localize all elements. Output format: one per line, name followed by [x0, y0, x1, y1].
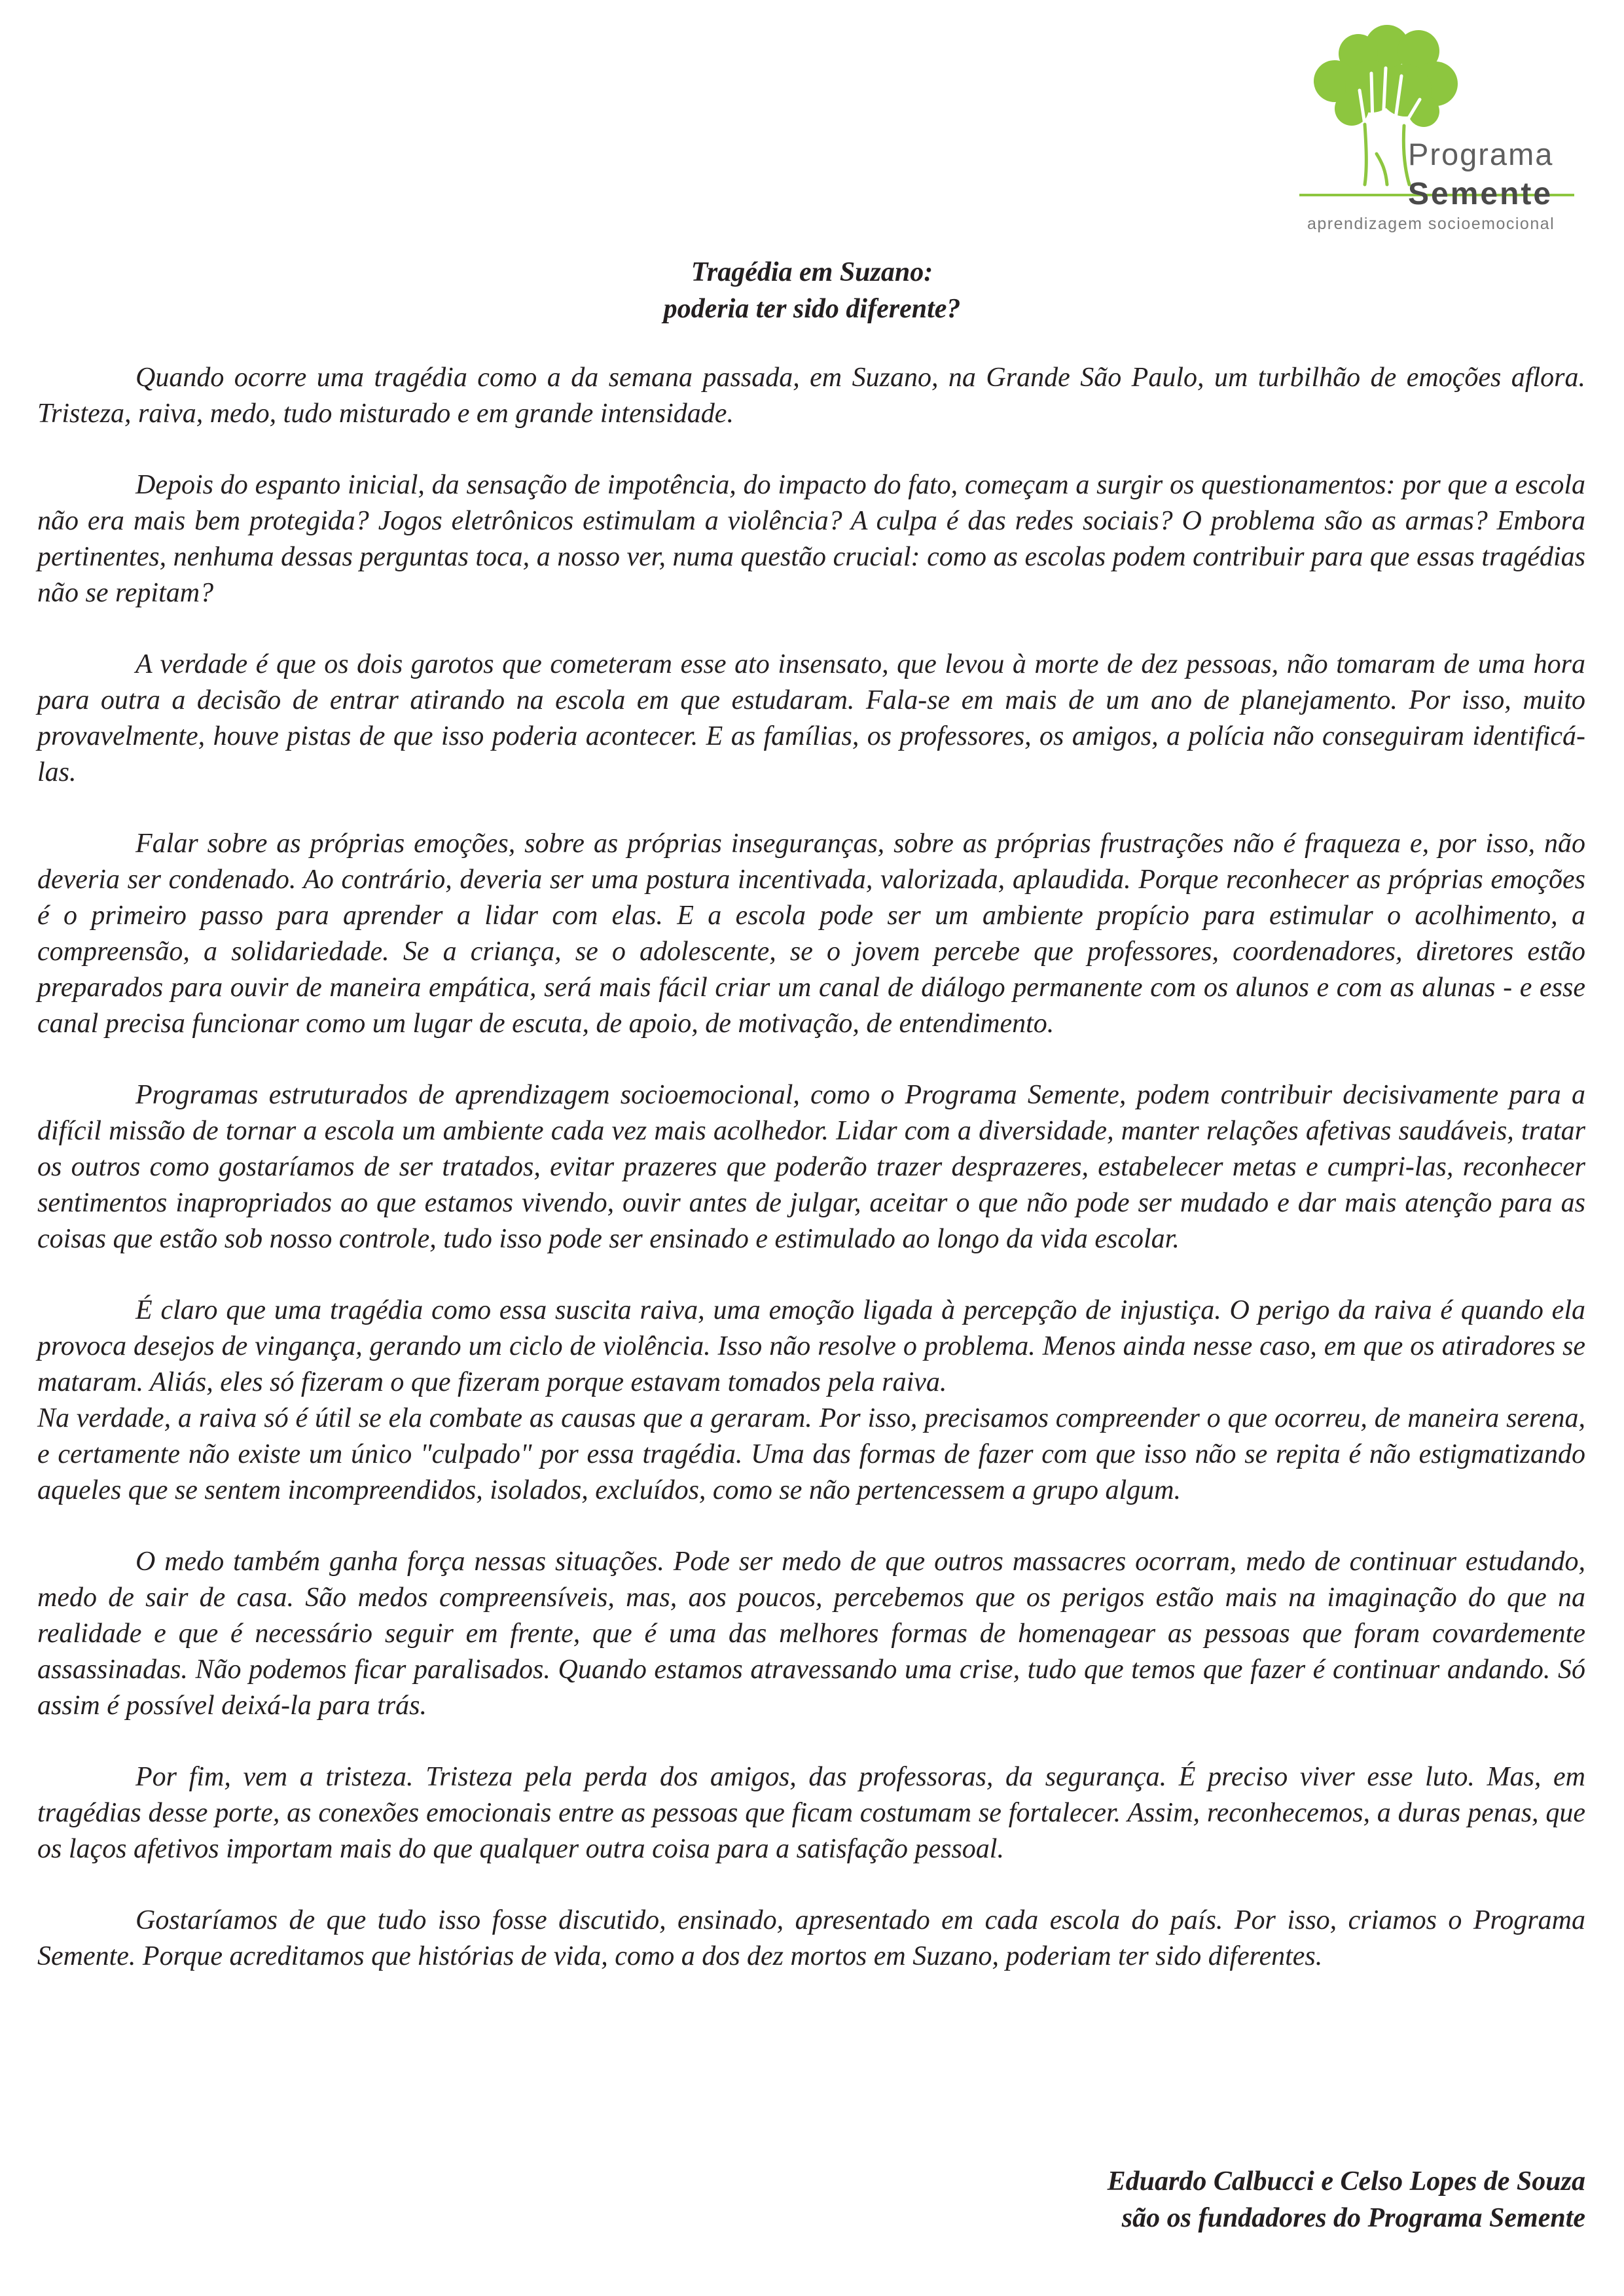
paragraph: O medo também ganha força nessas situações. Pode ser medo de que outros massacres ocorram, medo de continuar estudando, medo de sair de casa. São medos compreensíveis, mas, aos poucos, percebemos que os perigos estão mais na imaginação do que na realidade e que é necessário seguir em frente, que é uma das melhores formas de homenagear as pessoas que foram covardemente assassinadas. Não podemos ficar paralisados. Quando estamos atravessando uma crise, tudo que temos que fazer é continuar andando. Só assim é possível deixá-la para trás. [37, 1547, 1585, 1721]
paragraph: Falar sobre as próprias emoções, sobre as próprias inseguranças, sobre as próprias frustrações não é fraqueza e, por isso, não deveria ser condenado. Ao contrário, deveria ser uma postura incentivada, valorizada, aplaudida. Porque reconhecer as próprias emoções é o primeiro passo para aprender a lidar com elas. E a escola pode ser um ambiente propício para estimular o acolhimento, a compreensão, a solidariedade. Se a criança, se o adolescente, se o jovem percebe que professores, coordenadores, diretores estão preparados para ouvir de maneira empática, será mais fácil criar um canal de diálogo permanente com os alunos e com as alunas - e esse canal precisa funcionar como um lugar de escuta, de apoio, de motivação, de entendimento. [37, 829, 1585, 1039]
paragraph: A verdade é que os dois garotos que cometeram esse ato insensato, que levou à morte de dez pessoas, não tomaram de uma hora para outra a decisão de entrar atirando na escola em que estudaram. Fala-se em mais de um ano de planejamento. Por isso, muito provavelmente, houve pistas de que isso poderia acontecer. E as famílias, os professores, os amigos, a polícia não conseguiram identificá-las. [37, 649, 1585, 787]
signature [1108, 2163, 1585, 2236]
programa-semente-logo [1299, 13, 1574, 236]
paragraph: Na verdade, a raiva só é útil se ela combate as causas que a geraram. Por isso, precisamos compreender o que ocorreu, de maneira serena, e certamente não existe um único "culpado" por essa tragédia. Uma das formas de fazer com que isso não se repita é não estigmatizando aqueles que se sentem incompreendidos, isolados, excluídos, como se não pertencessem a grupo algum. [37, 1403, 1585, 1505]
logo-word-semente: Semente [1408, 177, 1553, 211]
title-line-2: poderia ter sido diferente? [663, 294, 961, 324]
article-title [0, 254, 1624, 327]
signature-authors: Eduardo Calbucci e Celso Lopes de Souza [1107, 2166, 1585, 2197]
paragraph: Quando ocorre uma tragédia como a da semana passada, em Suzano, na Grande São Paulo, um turbilhão de emoções aflora. Tristeza, raiva, medo, tudo misturado e em grande intensidade. [37, 363, 1585, 429]
logo-tagline: aprendizagem socioemocional [1307, 215, 1555, 233]
paragraph: É claro que uma tragédia como essa suscita raiva, uma emoção ligada à percepção de injustiça. O perigo da raiva é quando ela provoca desejos de vingança, gerando um ciclo de violência. Isso não resolve o problema. Menos ainda nesse caso, em que os atiradores se mataram. Aliás, eles só fizeram o que fizeram porque estavam tomados pela raiva. [37, 1295, 1585, 1397]
paragraph: Gostaríamos de que tudo isso fosse discutido, ensinado, apresentado em cada escola do país. Por isso, criamos o Programa Semente. Porque acreditamos que histórias de vida, como a dos dez mortos em Suzano, poderiam ter sido diferentes. [37, 1905, 1585, 1971]
article-body [37, 360, 1585, 2010]
paragraph: Por fim, vem a tristeza. Tristeza pela perda dos amigos, das professoras, da segurança. É preciso viver esse luto. Mas, em tragédias desse porte, as conexões emocionais entre as pessoas que ficam costumam se fortalecer. Assim, reconhecemos, a duras penas, que os laços afetivos importam mais do que qualquer outra coisa para a satisfação pessoal. [37, 1762, 1585, 1864]
logo-word-programa: Programa [1408, 137, 1554, 171]
paragraph: Depois do espanto inicial, da sensação de impotência, do impacto do fato, começam a surgir os questionamentos: por que a escola não era mais bem protegida? Jogos eletrônicos estimulam a violência? A culpa é das redes sociais? O problema são as armas? Embora pertinentes, nenhuma dessas perguntas toca, a nosso ver, numa questão crucial: como as escolas podem contribuir para que essas tragédias não se repitam? [37, 470, 1585, 608]
title-line-1: Tragédia em Suzano: [691, 257, 933, 287]
paragraph: Programas estruturados de aprendizagem socioemocional, como o Programa Semente, podem contribuir decisivamente para a difícil missão de tornar a escola um ambiente cada vez mais acolhedor. Lidar com a diversidade, manter relações afetivas saudáveis, tratar os outros como gostaríamos de ser tratados, evitar prazeres que poderão trazer desprazeres, estabelecer metas e cumpri-las, reconhecer sentimentos inapropriados ao que estamos vivendo, ouvir antes de julgar, aceitar o que não pode ser mudado e dar mais atenção para as coisas que estão sob nosso controle, tudo isso pode ser ensinado e estimulado ao longo da vida escolar. [37, 1080, 1585, 1254]
signature-role: são os fundadores do Programa Semente [1121, 2203, 1585, 2233]
